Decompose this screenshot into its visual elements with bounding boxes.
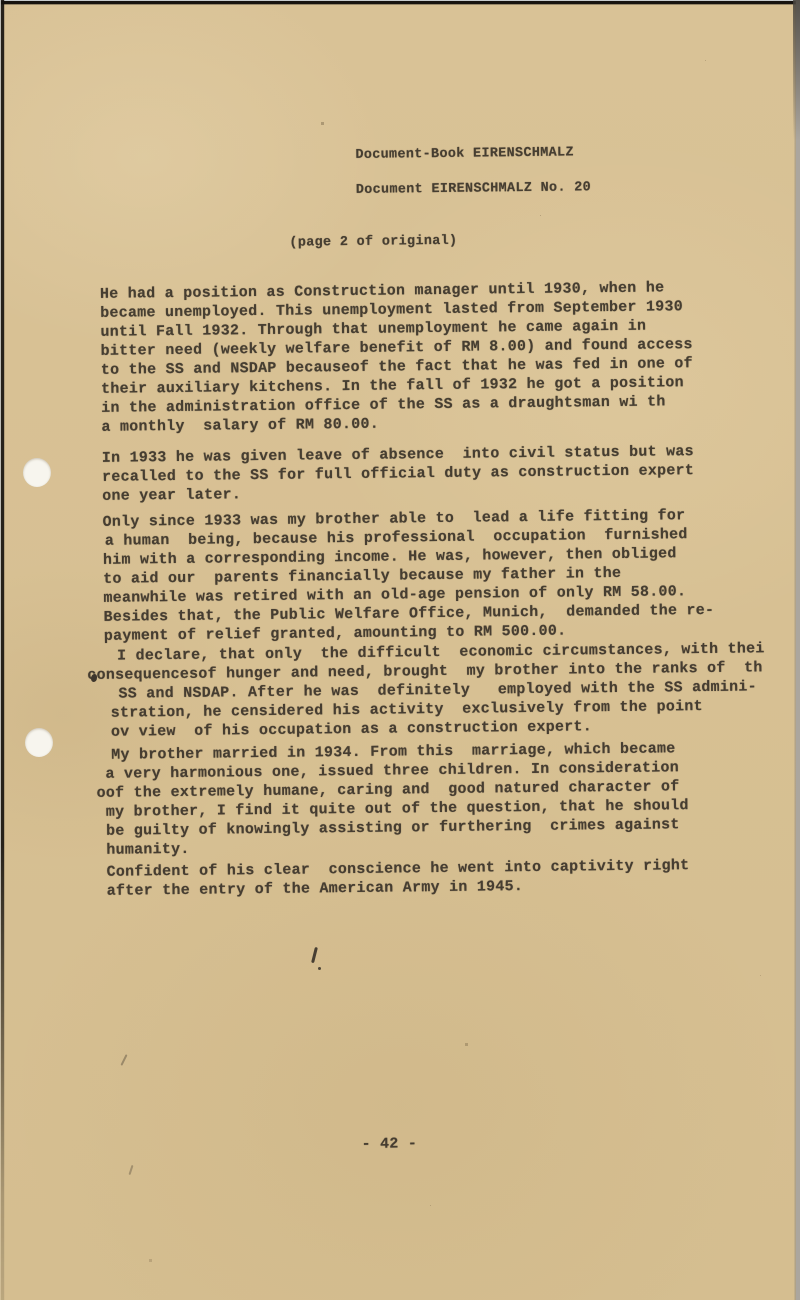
text-line: after the entry of the American Army in 1945. xyxy=(106,878,524,900)
text-line: humanity. xyxy=(106,840,190,859)
text-line: SS and NSDAP. After he was definitely employed with the SS admini- xyxy=(118,678,757,703)
page-number: - 42 - xyxy=(361,1135,418,1153)
text-line: Only since 1933 was my brother able to lead a life fitting for xyxy=(102,507,686,531)
text-line: became unemployed. This unemployment lasted from September 1930 xyxy=(100,298,684,322)
text-line: be guilty of knowingly assisting or furthering crimes against xyxy=(105,816,680,840)
paragraph-employment-history xyxy=(100,278,694,437)
paragraph-captivity xyxy=(106,856,689,901)
text-line: in the administration office of the SS as a draughtsman wi th xyxy=(101,393,666,417)
text-line: to aid our parents financially because my father in the xyxy=(103,564,622,588)
text-line: He had a position as Construction manager until 1930, when he xyxy=(99,279,665,303)
text-line: Besides that, the Public Welfare Office, Munich, demanded the re- xyxy=(103,601,715,626)
text-line: a monthly salary of RM 80.00. xyxy=(101,415,380,436)
text-line: their auxiliary kitchens. In the fall of 1932 he got a position xyxy=(100,374,684,398)
text-line: stration, he censidered his activity exclusively from the point xyxy=(110,698,703,722)
paragraph-leave-of-absence xyxy=(102,442,695,506)
paragraph-income-and-family xyxy=(102,506,714,646)
document-book-title: Document-Book EIRENSCHMALZ xyxy=(355,145,574,163)
document-number-title: Document EIRENSCHMALZ No. 20 xyxy=(355,180,592,198)
paragraph-marriage-character xyxy=(96,739,689,860)
text-line: bitter need (weekly welfare benefit of RM 8.00) and found access xyxy=(100,336,693,360)
text-line: one year later. xyxy=(102,486,242,505)
text-line: recalled to the SS for full official duty as construction expert xyxy=(101,462,695,486)
text-line: In 1933 he was given leave of absence into civil status but was xyxy=(101,443,694,467)
text-line: a human being, because his professional occupation furnished xyxy=(104,526,688,550)
text-line: him with a corresponding income. He was, however, then obliged xyxy=(102,545,677,569)
text-line: My brother married in 1934. From this marriage, which became xyxy=(111,740,676,764)
text-line: consequencesof hunger and need, brought my brother into the ranks of th xyxy=(87,659,763,685)
text-line: oof the extremely humane, caring and good natured character of xyxy=(96,778,680,802)
paragraph-declaration xyxy=(87,639,766,741)
text-line: meanwhile was retired with an old-age pension of only RM 58.00. xyxy=(103,583,687,607)
text-line: to the SS and NSDAP becauseof the fact that he was fed in one of xyxy=(100,355,693,379)
text-line: ov view of his occupation as a construction expert. xyxy=(110,718,593,741)
text-line: my brother, I find it quite out of the question, that he should xyxy=(105,797,689,821)
text-line: payment of relief granted, amounting to RM 500.00. xyxy=(103,622,567,645)
text-line: Confident of his clear conscience he went into captivity right xyxy=(106,857,690,881)
text-line: until Fall 1932. Through that unemployment he came again in xyxy=(100,317,647,341)
text-line: a very harmonious one, issued three children. In consideration xyxy=(105,759,680,783)
text-line: I declare, that only the difficult economic circumstances, with thei xyxy=(116,640,765,665)
page-note: (page 2 of original) xyxy=(289,233,458,251)
